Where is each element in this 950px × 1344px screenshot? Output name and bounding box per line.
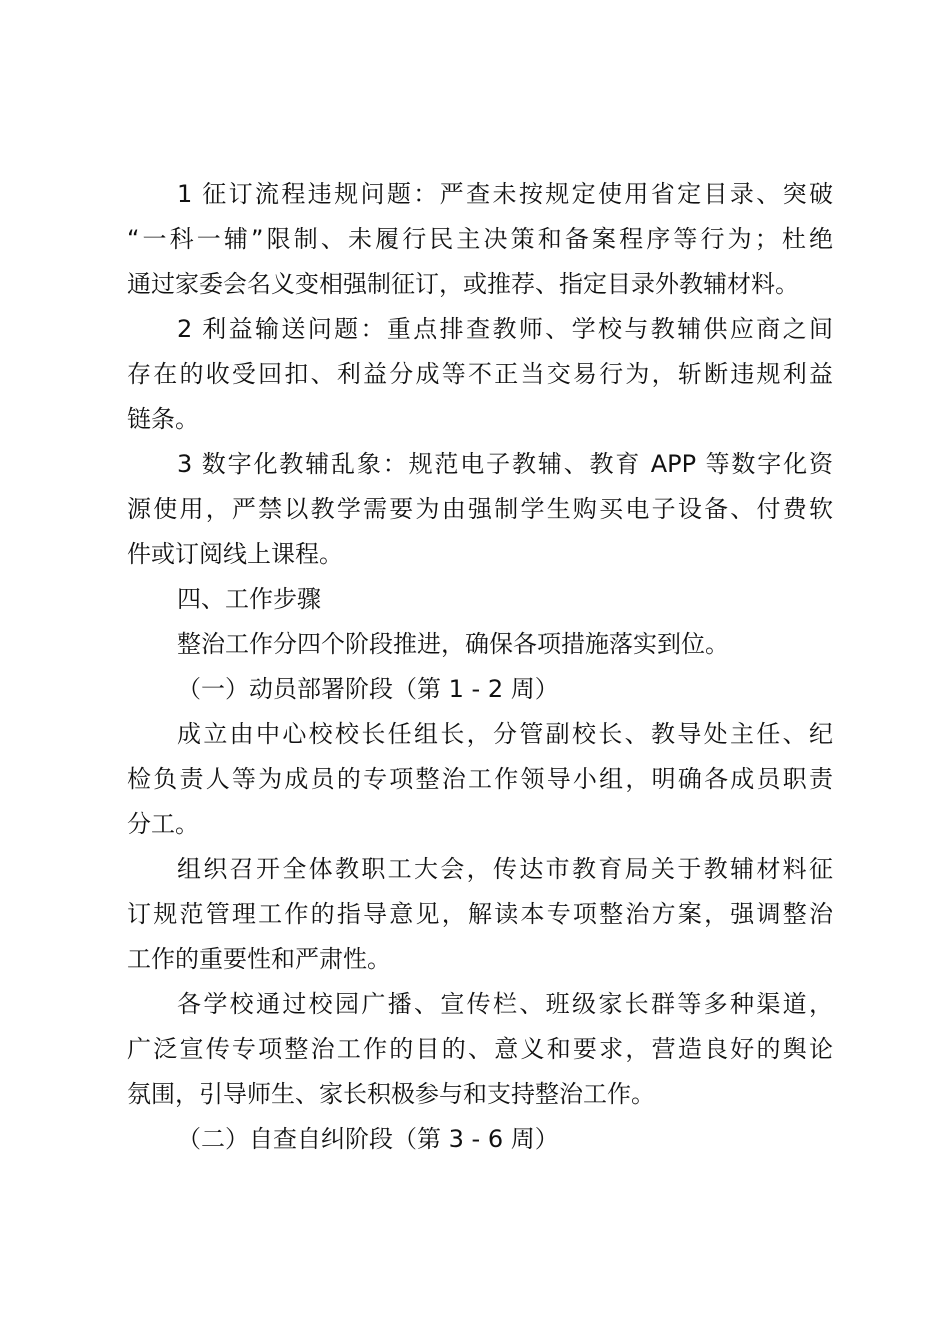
text-line: 存在的收受回扣、利益分成等不正当交易行为，斩断违规利益: [127, 360, 833, 388]
subsection-heading-mobilization: （一）动员部署阶段（第 1 - 2 周）: [177, 675, 559, 703]
paragraph-ordering-violations: [127, 172, 833, 307]
text-line: 工作的重要性和严肃性。: [127, 945, 391, 973]
text-line: 链条。: [127, 405, 199, 433]
text-line: 3 数字化教辅乱象：规范电子教辅、教育 APP 等数字化资: [177, 450, 833, 478]
subsection-heading-self-inspection: （二）自查自纠阶段（第 3 - 6 周）: [177, 1125, 559, 1153]
text-line: 2 利益输送问题：重点排查教师、学校与教辅供应商之间: [177, 315, 833, 343]
text-line: 件或订阅线上课程。: [127, 540, 343, 568]
paragraph-interest-transfer: [127, 307, 833, 442]
paragraph-staff-meeting: [127, 847, 833, 982]
paragraph-digital-materials: [127, 442, 833, 577]
text-line: 订规范管理工作的指导意见，解读本专项整治方案，强调整治: [127, 900, 833, 928]
text-line: 广泛宣传专项整治工作的目的、意义和要求，营造良好的舆论: [127, 1035, 833, 1063]
text-line: “一科一辅”限制、未履行民主决策和备案程序等行为；杜绝: [127, 225, 833, 253]
text-line: 各学校通过校园广播、宣传栏、班级家长群等多种渠道，: [177, 990, 833, 1018]
text-line: 组织召开全体教职工大会，传达市教育局关于教辅材料征: [177, 855, 833, 883]
text-line: 检负责人等为成员的专项整治工作领导小组，明确各成员职责: [127, 765, 833, 793]
text-line: 源使用，严禁以教学需要为由强制学生购买电子设备、付费软: [127, 495, 833, 523]
paragraph-leading-group: [127, 712, 833, 847]
text-line: 通过家委会名义变相强制征订，或推荐、指定目录外教辅材料。: [127, 270, 799, 298]
text-line: 1 征订流程违规问题：严查未按规定使用省定目录、突破: [177, 180, 833, 208]
text-line: 成立由中心校校长任组长，分管副校长、教导处主任、纪: [177, 720, 833, 748]
section-heading-work-steps: 四、工作步骤: [177, 585, 321, 613]
paragraph-publicity: [127, 982, 833, 1117]
document-body: [127, 172, 833, 1162]
paragraph-four-phases: 整治工作分四个阶段推进，确保各项措施落实到位。: [177, 630, 729, 658]
text-line: 分工。: [127, 810, 199, 838]
text-line: 氛围，引导师生、家长积极参与和支持整治工作。: [127, 1080, 655, 1108]
